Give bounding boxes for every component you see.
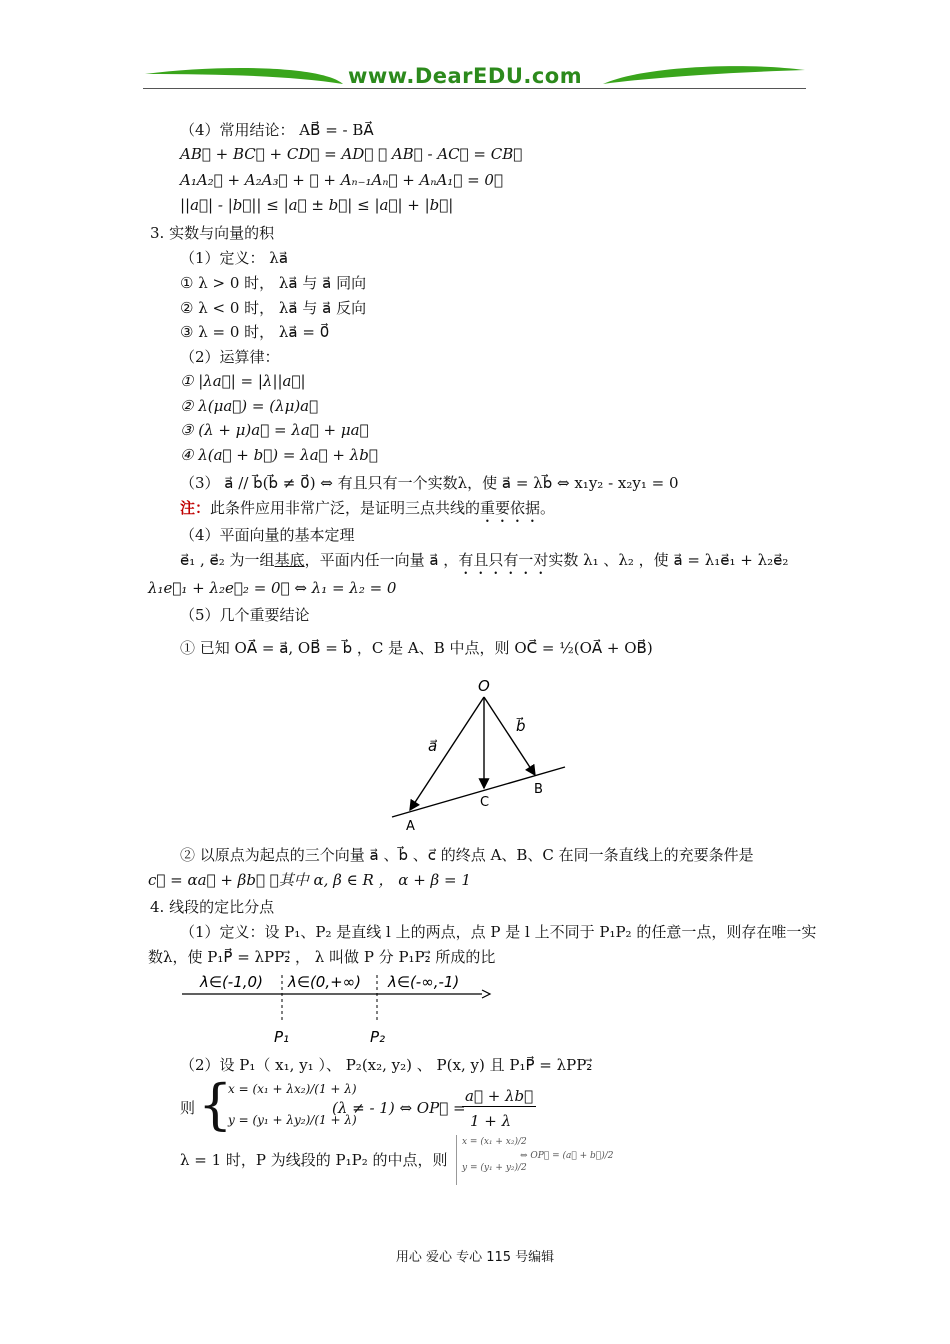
formula-line: ① |λa⃗| = |λ||a⃗| bbox=[180, 372, 306, 390]
text-line: ③ λ = 0 时， λa⃗ = 0⃗ bbox=[180, 323, 330, 341]
note-line bbox=[180, 498, 555, 526]
label-o: O bbox=[478, 677, 490, 695]
text-line: ② 以原点为起点的三个向量 a⃗ 、b⃗ 、c⃗ 的终点 A、B、C 在同一条直线上的充要条件是 bbox=[180, 846, 754, 864]
fraction-denominator: 1 + λ bbox=[470, 1112, 512, 1130]
vector-midpoint-figure bbox=[380, 675, 580, 835]
text-line bbox=[180, 550, 788, 578]
formula-line: ② λ(μa⃗) = (λμ)a⃗ bbox=[180, 397, 319, 415]
formula-line: λ₁e⃗₁ + λ₂e⃗₂ = 0⃗ ⇔ λ₁ = λ₂ = 0 bbox=[148, 579, 397, 597]
section-heading: 3. 实数与向量的积 bbox=[150, 224, 275, 242]
basis-end: 实数 λ₁ 、λ₂ ，使 a⃗ = λ₁e⃗₁ + λ₂e⃗₂ bbox=[548, 551, 789, 569]
text-line: （1）定义： λa⃗ bbox=[180, 249, 289, 267]
label-vec-b: b⃗ bbox=[516, 717, 526, 735]
right-leaf-swoosh bbox=[603, 66, 805, 84]
midpoint-op: ⇔ OP⃗ = (a⃗ + b⃗)/2 bbox=[520, 1151, 614, 1161]
text-line: ① λ > 0 时， λa⃗ 与 a⃗ 同向 bbox=[180, 274, 367, 292]
basis-emphasis: 有且只有一对 bbox=[458, 551, 549, 569]
text-line: ② λ < 0 时， λa⃗ 与 a⃗ 反向 bbox=[180, 299, 367, 317]
range-label-1: λ∈(-1,0) bbox=[200, 973, 263, 991]
formula-line: c⃗ = αa⃗ + βb⃗ ，其中 α, β ∈ R ， α + β = 1 bbox=[148, 871, 471, 889]
range-label-3: λ∈(-∞,-1) bbox=[388, 973, 460, 991]
note-label: 注： bbox=[180, 499, 211, 517]
label-b: B bbox=[534, 782, 543, 797]
condition: (λ ≠ - 1) ⇔ OP⃗ = bbox=[332, 1099, 466, 1117]
formula-line: ④ λ(a⃗ + b⃗) = λa⃗ + λb⃗ bbox=[180, 446, 378, 464]
section-heading: 4. 线段的定比分点 bbox=[150, 898, 275, 916]
text-line: （4）平面向量的基本定理 bbox=[180, 526, 355, 544]
label-a: A bbox=[406, 819, 415, 834]
equation-x: x = (x₁ + λx₂)/(1 + λ) bbox=[228, 1082, 357, 1096]
formula-line: A₁A₂⃗ + A₂A₃⃗ + ⋯ + Aₙ₋₁Aₙ⃗ + AₙA₁⃗ = 0⃗ bbox=[180, 171, 503, 189]
basis-word: 基底 bbox=[274, 551, 305, 569]
basis-mid: ，平面内任一向量 a⃗ ， bbox=[304, 551, 459, 569]
label-c: C bbox=[480, 795, 490, 810]
fraction-numerator: a⃗ + λb⃗ bbox=[462, 1086, 536, 1107]
equation-y: y = (y₁ + λy₂)/(1 + λ) bbox=[228, 1113, 357, 1127]
note-text: 此条件应用非常广泛，是证明三点共线的 bbox=[210, 499, 481, 517]
small-brace bbox=[456, 1135, 457, 1185]
formula-line: ||a⃗| - |b⃗|| ≤ |a⃗ ± b⃗| ≤ |a⃗| + |b⃗| bbox=[180, 196, 454, 214]
note-end: 。 bbox=[540, 499, 556, 517]
basis-intro: e⃗₁ , e⃗₂ 为一组 bbox=[180, 551, 275, 569]
text-line: （5）几个重要结论 bbox=[180, 606, 310, 624]
left-leaf-swoosh bbox=[145, 68, 343, 84]
axis-arrowhead bbox=[482, 990, 490, 998]
text-line: （2）运算律： bbox=[180, 348, 280, 366]
midpoint-x: x = (x₁ + x₂)/2 bbox=[462, 1137, 527, 1147]
site-logo[interactable]: www.DearEDU.com bbox=[348, 64, 583, 88]
point-p1: P₁ bbox=[274, 1028, 290, 1046]
text-line: 数λ，使 P₁P⃗ = λPP₂⃗ ， λ 叫做 P 分 P₁P₂⃗ 所成的比 bbox=[148, 948, 496, 966]
text-line: （1）定义：设 P₁、P₂ 是直线 l 上的两点，点 P 是 l 上不同于 P₁P₂ 的任意一点，则存在唯一实 bbox=[180, 923, 817, 941]
vector-ob bbox=[484, 697, 535, 775]
brace: { bbox=[198, 1073, 233, 1136]
text-line: λ = 1 时，P 为线段的 P₁P₂ 的中点，则 bbox=[180, 1151, 448, 1169]
midpoint-y: y = (y₁ + y₂)/2 bbox=[462, 1163, 527, 1173]
note-emphasis: 重要依据 bbox=[480, 499, 541, 517]
formula-line: AB⃗ + BC⃗ + CD⃗ = AD⃗ ； AB⃗ - AC⃗ = CB⃗ bbox=[180, 145, 523, 163]
formula-line: ③ (λ + μ)a⃗ = λa⃗ + μa⃗ bbox=[180, 421, 369, 439]
page-footer: 用心 爱心 专心 115 号编辑 bbox=[395, 1250, 555, 1265]
header-rule bbox=[143, 88, 806, 89]
text-line: （3） a⃗ // b⃗(b⃗ ≠ 0⃗) ⇔ 有且只有一个实数λ，使 a⃗ = λb⃗ ⇔ x₁y₂ - x₂y₁ = 0 bbox=[180, 474, 679, 492]
text-line: （2）设 P₁（ x₁, y₁ ）、 P₂(x₂, y₂) 、 P(x, y) 且 P₁P⃗ = λPP₂⃗ bbox=[180, 1056, 593, 1074]
text-line: ① 已知 OA⃗ = a⃗, OB⃗ = b⃗ ，C 是 A、B 中点，则 OC⃗ = ½(OA⃗ + OB⃗) bbox=[180, 639, 653, 657]
then-label: 则 bbox=[180, 1099, 196, 1117]
point-p2: P₂ bbox=[370, 1028, 386, 1046]
label-vec-a: a⃗ bbox=[428, 737, 438, 755]
ratio-range-figure bbox=[180, 970, 500, 1048]
text-line: （4）常用结论： AB⃗ = - BA⃗ bbox=[180, 121, 374, 139]
range-label-2: λ∈(0,+∞) bbox=[288, 973, 362, 991]
